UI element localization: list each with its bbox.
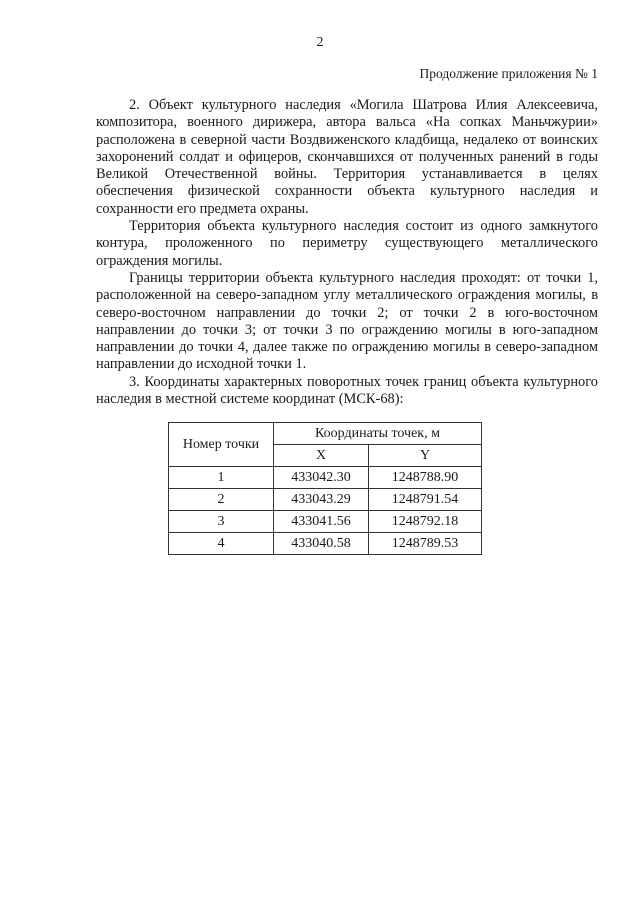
cell-x: 433043.29 [274,489,369,511]
paragraph-object-description: 2. Объект культурного наследия «Могила Шатрова Илия Алексеевича, композитора, военного дирижера, автора вальса «На сопках Маньчжурии» расположена в северной части Воздвиженского кладбища, недалеко от воинских захоронений солдат и офицеров, скончавшихся от полученных ранений в годы Великой Отечественной войны. Территория устанавливается в целях обеспечения физической сохранности объекта культурного наследия и сохранности его предмета охраны. [96,97,598,217]
cell-y: 1248792.18 [369,511,482,533]
paragraph-territory-contour: Территория объекта культурного наследия состоит из одного замкнутого контура, проложенного по периметру существующего металлического ограждения могилы. [96,218,598,269]
header-x: X [274,445,369,467]
cell-x: 433042.30 [274,467,369,489]
cell-y: 1248791.54 [369,489,482,511]
table-row [169,533,482,555]
table-header-row [169,423,482,445]
page-number: 2 [316,35,324,50]
document-body [96,97,598,408]
paragraph-territory-boundaries: Границы территории объекта культурного наследия проходят: от точки 1, расположенной на северо-западном углу металлического ограждения могилы, в северо-восточном направлении до точки 2; от точки 2 в юго-восточном направлении до точки 3; от точки 3 по ограждению могилы в юго-западном направлении до точки 4, далее также по ограждению могилы в северо-западном направлении до исходной точки 1. [96,269,598,373]
cell-y: 1248788.90 [369,467,482,489]
table-row [169,511,482,533]
header-point-number: Номер точки [169,423,274,467]
appendix-note: Продолжение приложения № 1 [419,66,598,81]
header-coordinates: Координаты точек, м [274,423,482,445]
cell-point: 4 [169,533,274,555]
table-row [169,467,482,489]
cell-y: 1248789.53 [369,533,482,555]
header-y: Y [369,445,482,467]
paragraph-coordinates-intro: 3. Координаты характерных поворотных точек границ объекта культурного наследия в местной системе координат (МСК-68): [96,373,598,408]
cell-x: 433041.56 [274,511,369,533]
cell-point: 1 [169,467,274,489]
cell-point: 3 [169,511,274,533]
cell-point: 2 [169,489,274,511]
coordinates-table [168,422,482,555]
table-row [169,489,482,511]
cell-x: 433040.58 [274,533,369,555]
